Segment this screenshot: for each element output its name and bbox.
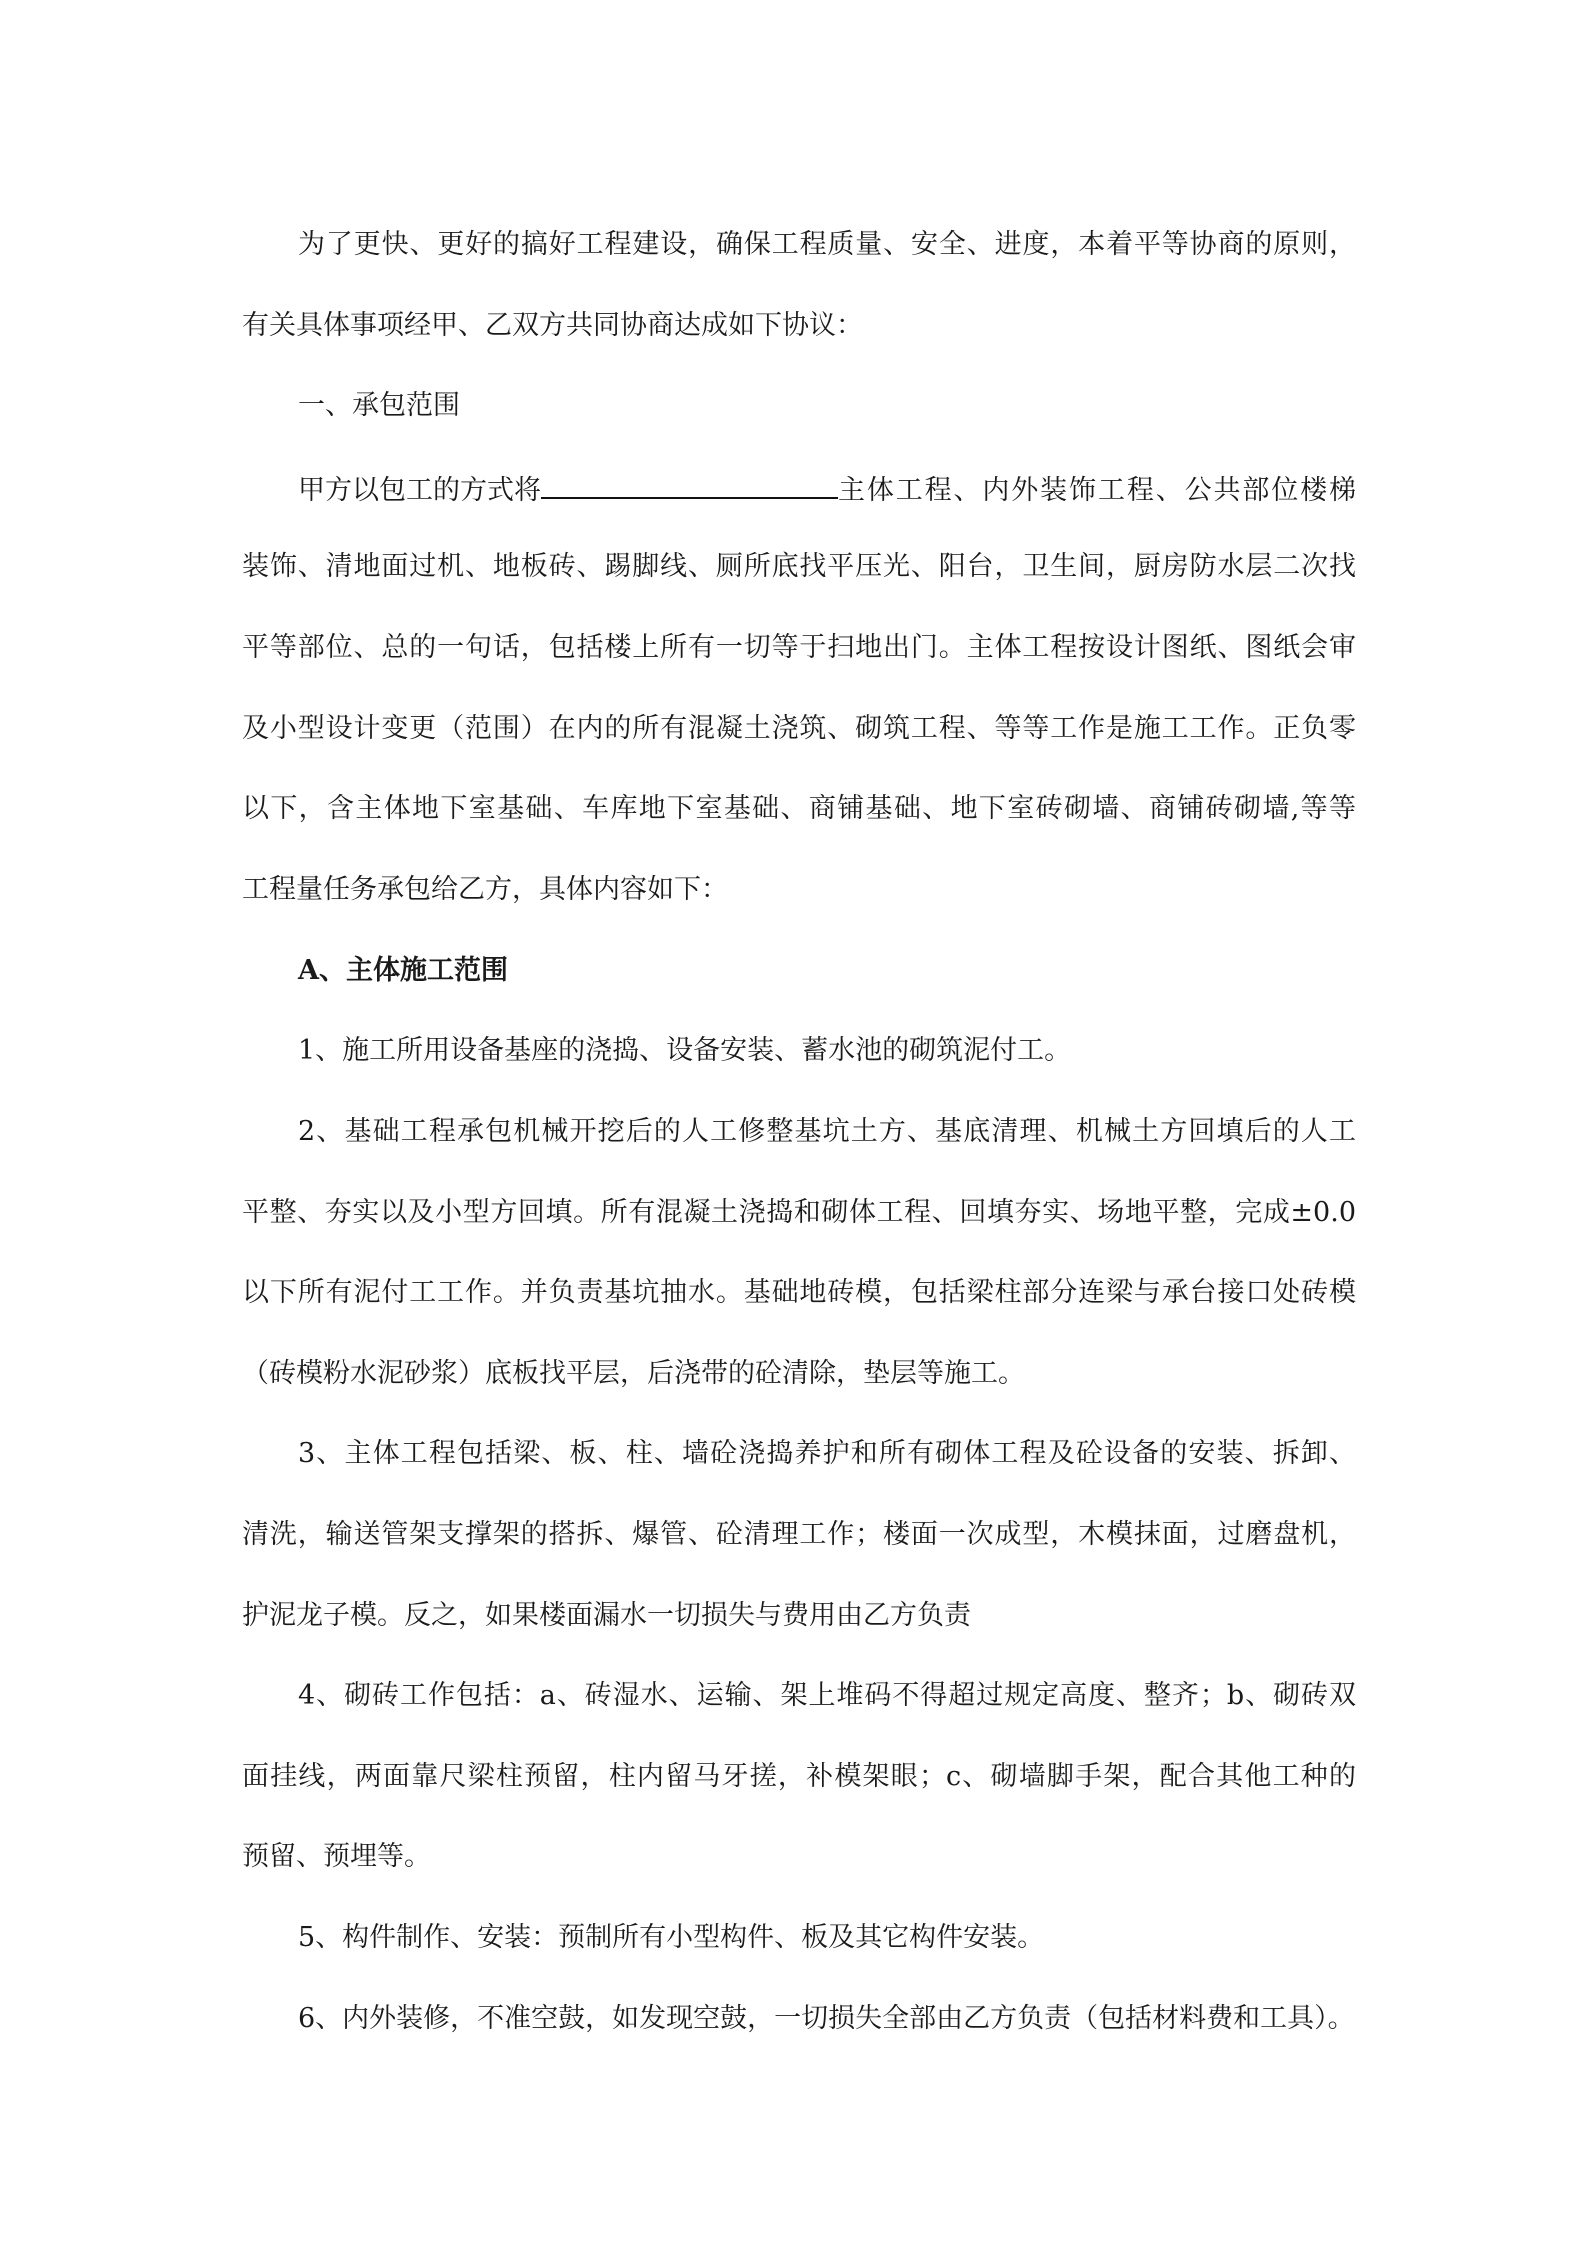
scope-line: 装饰、清地面过机、地板砖、踢脚线、厕所底找平压光、阳台，卫生间，厨房防水层二次找 [242,551,1356,582]
item-line: 清洗，输送管架支撑架的搭拆、爆管、砼清理工作；楼面一次成型，木模抹面，过磨盘机， [242,1519,1356,1550]
scope-line-with-blank [298,467,1356,511]
item-line: 5、构件制作、安装：预制所有小型构件、板及其它构件安装。 [298,1922,1045,1953]
item-line: 护泥龙子模。反之，如果楼面漏水一切损失与费用由乙方负责 [242,1600,971,1631]
scope-line: 及小型设计变更（范围）在内的所有混凝土浇筑、砌筑工程、等等工作是施工工作。正负零 [242,713,1356,744]
item-line: 面挂线，两面靠尺梁柱预留，柱内留马牙搓，补模架眼；c、砌墙脚手架，配合其他工种的 [242,1761,1356,1792]
item-line: （砖模粉水泥砂浆）底板找平层，后浇带的砼清除，垫层等施工。 [242,1358,1025,1389]
item-line: 预留、预埋等。 [242,1841,431,1872]
scope-text-before-blank: 甲方以包工的方式将 [298,475,541,506]
item-line: 3、主体工程包括梁、板、柱、墙砼浇捣养护和所有砌体工程及砼设备的安装、拆卸、 [298,1438,1356,1469]
item-line: 以下所有泥付工工作。并负责基坑抽水。基础地砖模，包括梁柱部分连梁与承台接口处砖模 [242,1277,1356,1308]
scope-line: 平等部位、总的一句话，包括楼上所有一切等于扫地出门。主体工程按设计图纸、图纸会审 [242,632,1356,663]
subsection-heading: A、主体施工范围 [298,955,508,986]
item-line: 6、内外装修，不准空鼓，如发现空鼓，一切损失全部由乙方负责（包括材料费和工具）。 [298,2003,1355,2034]
item-line: 1、施工所用设备基座的浇捣、设备安装、蓄水池的砌筑泥付工。 [298,1035,1072,1066]
item-line: 平整、夯实以及小型方回填。所有混凝土浇捣和砌体工程、回填夯实、场地平整，完成±0.0 [242,1197,1356,1228]
intro-line: 为了更快、更好的搞好工程建设，确保工程质量、安全、进度，本着平等协商的原则， [298,229,1356,260]
project-name-blank[interactable] [541,467,838,499]
item-line: 4、砌砖工作包括：a、砖湿水、运输、架上堆码不得超过规定高度、整齐；b、砌砖双 [298,1680,1356,1711]
intro-line: 有关具体事项经甲、乙双方共同协商达成如下协议： [242,310,863,341]
scope-text-after-blank: 主体工程、内外装饰工程、公共部位楼梯 [838,475,1356,506]
section-heading: 一、承包范围 [298,390,460,421]
scope-line: 工程量任务承包给乙方，具体内容如下： [242,874,728,905]
scope-line: 以下，含主体地下室基础、车库地下室基础、商铺基础、地下室砖砌墙、商铺砖砌墙,等等 [242,793,1356,824]
item-line: 2、基础工程承包机械开挖后的人工修整基坑土方、基底清理、机械土方回填后的人工 [298,1116,1356,1147]
